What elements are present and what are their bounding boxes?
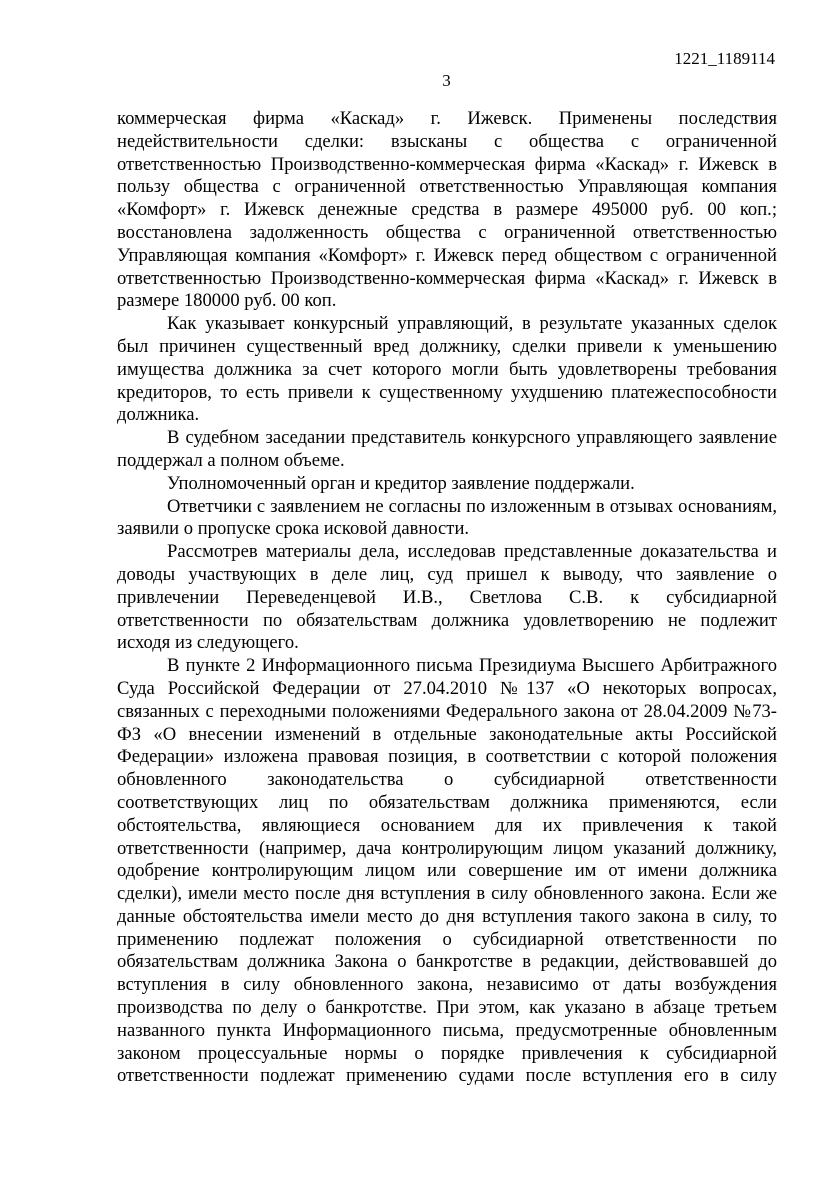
paragraph-manager-claim: Как указывает конкурсный управляющий, в результате указанных сделок был причинен существенный вред должнику, сделки привели к уменьшению имущества должника за счет которого могли быть удовлетворены требования кредиторов, то есть привели к существенному ухудшению платежеспособности должника.	[117, 313, 777, 426]
paragraph-defendants: Ответчики с заявлением не согласны по изложенным в отзывах основаниям, заявили о пропуске срока исковой давности.	[117, 495, 777, 540]
document-body	[117, 108, 777, 1088]
paragraph-continuation: коммерческая фирма «Каскад» г. Ижевск. Применены последствия недействительности сделки: взысканы с общества с ограниченной ответственностью Производственно-коммерческая фирма «Каскад» г. Ижевск в пользу общества с ограниченной ответственностью Управляющая компания «Комфорт» г. Ижевск денежные средства в размере 495000 руб. 00 коп.; восстановлена задолженность общества с ограниченной ответственностью Управляющая компания «Комфорт» г. Ижевск перед обществом с ограниченной ответственностью Производственно-коммерческая фирма «Каскад» г. Ижевск в размере 180000 руб. 00 коп.	[117, 108, 777, 312]
paragraph-hearing: В судебном заседании представитель конкурсного управляющего заявление поддержал а полном объеме.	[117, 427, 777, 471]
paragraph-authority: Уполномоченный орган и кредитор заявление поддержали.	[167, 472, 635, 494]
paragraph-legal-position: В пункте 2 Информационного письма Президиума Высшего Арбитражного Суда Российской Федерации от 27.04.2010 №137 «О некоторых вопросах, связанных с переходными положениями Федерального закона от 28.04.2009 №73-ФЗ «О внесении изменений в отдельные законодательные акты Российской Федерации» изложена правовая позиция, в соответствии с которой положения обновленного законодательства о субсидиарной ответственности соответствующих лиц по обязательствам должника применяются, если обстоятельства, являющиеся основанием для их привлечения к такой ответственности (например, дача контролирующим лицом указаний должнику, одобрение контролирующим лицом или совершение им от имени должника сделки), имели место после дня вступления в силу обновленного закона. Если же данные обстоятельства имели место до дня вступления такого закона в силу, то применению подлежат положения о субсидиарной ответственности по обязательствам должника Закона о банкротстве в редакции, действовавшей до вступления в силу обновленного закона, независимо от даты возбуждения производства по делу о банкротстве. При этом, как указано в абзаце третьем названного пункта Информационного письма, предусмотренные обновленным законом процессуальные нормы о порядке привлечения к субсидиарной ответственности подлежат применению судами после вступления его в силу	[117, 655, 777, 1087]
paragraph-court-conclusion: Рассмотрев материалы дела, исследовав представленные доказательства и доводы участвующих в деле лиц, суд пришел к выводу, что заявление о привлечении Переведенцевой И.В., Светлова С.В. к субсидиарной ответственности по обязательствам должника удовлетворению не подлежит исходя из следующего.	[117, 541, 777, 654]
document-id: 1221_1189114	[674, 49, 775, 68]
page-number: 3	[442, 71, 451, 90]
